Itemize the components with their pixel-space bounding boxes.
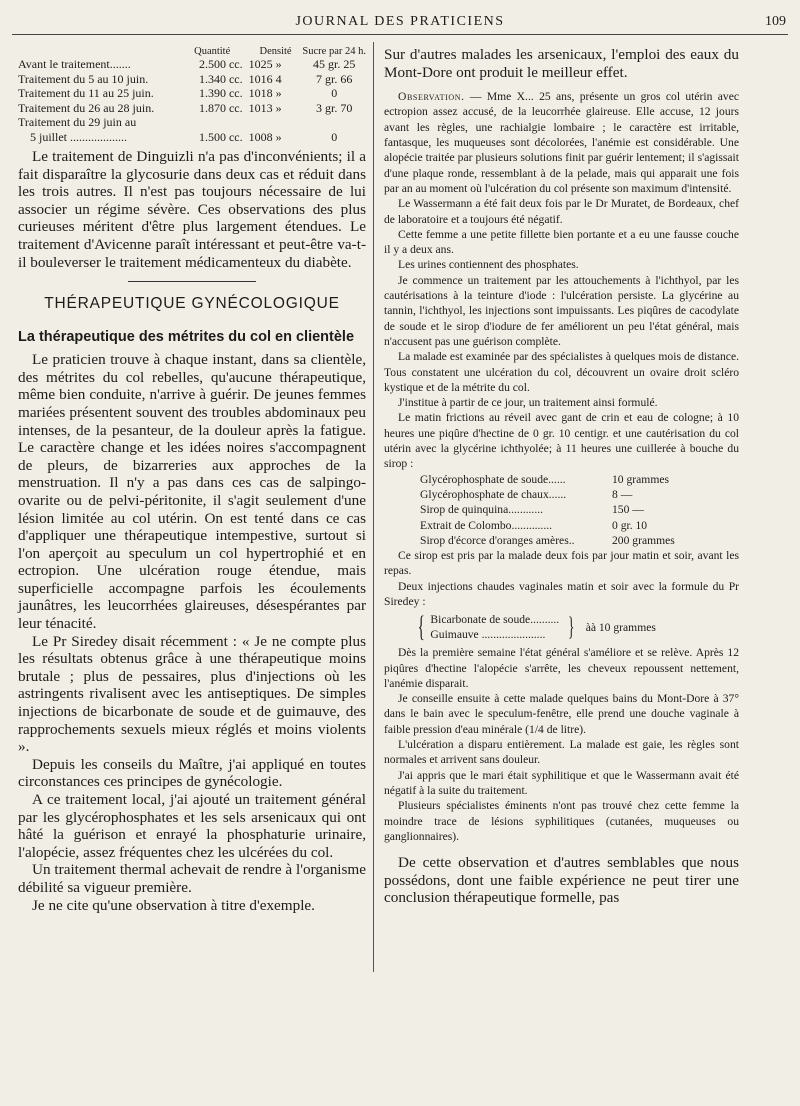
table-row: [18, 86, 366, 101]
table-cell: Traitement du 29 juin au: [18, 115, 137, 129]
table-cell: 1.500 cc.: [198, 129, 243, 144]
formula-row: [420, 487, 690, 502]
table-cell: Traitement du 11 au 25 juin.: [18, 86, 154, 100]
formula-ingredient: Sirop d'écorce d'oranges amères..: [420, 533, 575, 547]
paragraph: Sur d'autres malades les arsenicaux, l'emploi des eaux du Mont-Dore ont produit le meilleur effet.: [384, 46, 739, 81]
paragraph: Ce sirop est pris par la malade deux fois par jour matin et soir, avant les repas.: [384, 549, 739, 578]
table-cell: 1013 »: [248, 100, 282, 115]
table-row: [18, 57, 366, 72]
column-divider: [373, 42, 374, 972]
paragraph: Le Pr Siredey disait récemment : « Je ne compte plus les résultats obtenus grâce à une thérapeutique moins brutale ; plus de pessaires, plus d'injections où les astringents rivalisent avec les antiseptiques. De simples injections de bicarbonate de soude et de guimauve, des rapprochements sexuels mieux réglés et moins violents ».: [18, 632, 366, 756]
table-cell: Traitement du 26 au 28 juin.: [18, 100, 155, 115]
formula-ingredient: Glycérophosphate de soude......: [420, 472, 566, 486]
section-title: THÉRAPEUTIQUE GYNÉCOLOGIQUE: [18, 281, 366, 313]
formula-ingredient: Glycérophosphate de chaux......: [420, 487, 567, 501]
formula-ingredient: Sirop de quinquina............: [420, 503, 544, 517]
left-column: [18, 46, 366, 914]
table-cell: 3 gr. 70: [316, 100, 353, 115]
table-cell: 1.340 cc.: [198, 71, 243, 86]
formula-row: [420, 533, 690, 548]
paragraph: Le matin frictions au réveil avec gant de crin et eau de cologne; à 10 heures une piqûre d'hectine de 0 gr. 10 centigr. et une cautérisation du col utérin avec la glycérine ichthyolée; à 11 heures une cuillerée à bouche du sirop :: [384, 411, 739, 471]
paragraph: Les urines contiennent des phosphates.: [398, 258, 579, 272]
paragraph: Plusieurs spécialistes éminents n'ont pas trouvé chez cette femme la moindre trace de lésions syphilitiques (cutanées, muqueuses ou ganglionnaires).: [384, 799, 739, 843]
right-brace: }: [568, 612, 575, 642]
formula-amount: àà 10 grammes: [585, 620, 656, 634]
table-cell: [302, 115, 366, 130]
table-cell: 0: [331, 129, 338, 144]
observation-paragraph: [384, 89, 739, 196]
paragraph: Deux injections chaudes vaginales matin et soir avec la formule du Pr Siredey :: [384, 579, 739, 608]
table-cell: 1025 »: [248, 57, 282, 71]
article-heading: La thérapeutique des métrites du col en clientèle: [18, 329, 355, 346]
table-cell: [182, 115, 249, 130]
formula-ingredient: Bicarbonate de soude..........: [430, 613, 560, 627]
formula-row: [420, 472, 690, 487]
page-header: [12, 8, 788, 35]
paragraph: Le traitement de Dinguizli n'a pas d'inconvénients; il a fait disparaître la glycosurie dans deux cas et réduit dans les trois autres. Il n'est pas toujours nécessaire de lui associer un régime sévère. Ces observations des plus curieuses méritent d'être plus largement étendues. Le traitement d'Avicenne paraît intéressant et peut-être va-t-il bouleverser le traitement médicamenteux du diabète.: [18, 148, 366, 271]
paragraph: J'ai appris que le mari était syphilitique et que le Wassermann avait été négatif à la suite du traitement.: [384, 768, 739, 797]
table-cell: 1.870 cc.: [198, 100, 243, 115]
table-cell: 1016 4: [248, 71, 282, 86]
table-row: [18, 72, 366, 87]
left-brace: {: [417, 610, 425, 644]
paragraph: La malade est examinée par des spécialistes à quelques mois de distance. Tous constatent une ulcération du col, découvrent un ovaire droit scléro kystique et de la métrite du col.: [384, 350, 739, 394]
paragraph: Je conseille ensuite à cette malade quelques bains du Mont-Dore à 37° dans le bain avec le speculum-fenêtre, elle prend une douche vaginale à faible pression d'eau minérale (1/4 de litre).: [384, 692, 739, 736]
formula-row: [420, 502, 690, 517]
paragraph: J'institue à partir de ce jour, un traitement ainsi formulé.: [398, 396, 658, 410]
table-cell: 45 gr. 25: [313, 57, 356, 71]
table-cell: Avant le traitement.......: [18, 57, 131, 71]
paragraph: De cette observation et d'autres semblables que nous possédons, dont une faible expérience ne peut tirer une conclusion thérapeutique formelle, pas: [384, 854, 739, 907]
formula-amount: 8 —: [612, 487, 633, 501]
table-cell: 2.500 cc.: [198, 57, 243, 71]
table-cell: 1008 »: [248, 129, 282, 144]
glycosuria-table: [18, 46, 366, 144]
paragraph: L'ulcération a disparu entièrement. La malade est gaie, les règles sont normales et arrivent sans douleur.: [384, 738, 739, 767]
table-cell: 7 gr. 66: [316, 71, 353, 86]
table-cell: Traitement du 5 au 10 juin.: [18, 71, 149, 86]
page-number: 109: [765, 14, 786, 29]
syrup-formula: [420, 472, 690, 548]
formula-amount: 0 gr. 10: [612, 518, 648, 532]
table-cell: 0: [331, 86, 338, 100]
formula-amount: 150 —: [612, 503, 644, 517]
table-row: [18, 115, 366, 130]
table-cell: 5 juillet ...................: [30, 129, 127, 144]
formula-ingredient: Guimauve ......................: [430, 628, 546, 642]
paragraph: Le praticien trouve à chaque instant, dans sa clientèle, des métrites du col rebelles, qu'aucune thérapeutique, même bien conduite, n'arrive à guérir. De jeunes femmes mariées présentent souvent des troubles abdominaux peu intenses, de la pesanteur, de la douleur après la fatigue. Le caractère change et les idées noires s'accompagnent de pleurs, de bizarreries aux approches de la menstruation. Il n'y a pas dans ces cas de salpingo-ovarite ou de pelvi-péritonite, il s'agit seulement d'une lésion limitée au col utérin. On est tenté dans ce cas d'appliquer une thérapeutique intempestive, surtout si l'on aperçoit au speculum un col hypertrophié et en ectropion. Une ulcération rouge étendue, mais superficielle accompagne parfois les écoulements jaunâtres, les leucorrhées glaireuses, désespérantes par leur ténacité.: [18, 351, 366, 633]
table-header-row: [18, 46, 366, 57]
table-header-cell: [18, 46, 182, 57]
paragraph: Un traitement thermal achevait de rendre à l'organisme débilité sa vigueur première.: [18, 861, 366, 896]
right-column: [384, 46, 739, 907]
paragraph: Je commence un traitement par les attouchements à l'ichthyol, par les cautérisations à la teinture d'iode : l'ulcération persiste. La glycérine au tannin, l'ichthyol, les injections sont impuissants. Les piqûres de cacodylate de soude et le sirop d'iodure de fer améliorent un peu l'état général, mais n'accusent pas une guérison complète.: [384, 273, 739, 348]
table-header-cell: Sucre par 24 h.: [302, 46, 366, 57]
table-cell: 1018 »: [248, 86, 282, 100]
observation-text: — Mme X... 25 ans, présente un gros col utérin avec ectropion assez accusé, de la leucorrhée glaireuse. Elle accuse, 12 jours avant les règles, une rachialgie lombaire ; le caractère est irritable, fantasque, les muqueuses sont décolorées, l'anémie est considérable. Une alopécie traitée par plusieurs solutions finit par guérir lentement; il s'agissait d'une plaque ronde, ressemblant à de la pelade, mais qui apparait une fois par an au moment où l'ulcération du col présente son maximum d'intensité.: [384, 90, 739, 195]
table-cell: 1.390 cc.: [198, 86, 243, 100]
observation-label: Observation.: [398, 90, 465, 104]
paragraph: Je ne cite qu'une observation à titre d'exemple.: [32, 896, 315, 914]
paragraph: Le Wassermann a été fait deux fois par le Dr Muratet, de Bordeaux, chef de laboratoire et a toujours été négatif.: [384, 197, 739, 226]
formula-ingredient: Extrait de Colombo..............: [420, 518, 553, 532]
formula-amount: 200 grammes: [612, 533, 675, 547]
table-row: [18, 130, 366, 145]
paragraph: Dès la première semaine l'état général s'améliore et se relève. Après 12 piqûres d'hectine l'alopécie s'arrête, les cheveux repoussent nettement, l'anémie disparait.: [384, 646, 739, 690]
table-header-cell: Densité: [259, 46, 292, 57]
injection-formula: [414, 612, 739, 642]
table-header-cell: Quantité: [194, 46, 231, 57]
paragraph: A ce traitement local, j'ai ajouté un traitement général par les glycérophosphates et les sels arsenicaux qui ont hâté la guérison et enrayé la phosphaturie urinaire, l'alopécie, assez fréquentes chez les ulcérées du col.: [18, 791, 366, 861]
table-row: [18, 101, 366, 116]
injection-ingredients: [430, 612, 559, 642]
paragraph: Cette femme a une petite fillette bien portante et a eu une fausse couche il y a deux ans.: [384, 227, 739, 257]
table-cell: [249, 115, 303, 130]
formula-row: [420, 518, 690, 533]
formula-amount: 10 grammes: [612, 472, 669, 486]
journal-title: JOURNAL DES PRATICIENS: [295, 14, 505, 29]
paragraph: Depuis les conseils du Maître, j'ai appliqué en toutes circonstances ces principes de gynécologie.: [18, 755, 366, 791]
